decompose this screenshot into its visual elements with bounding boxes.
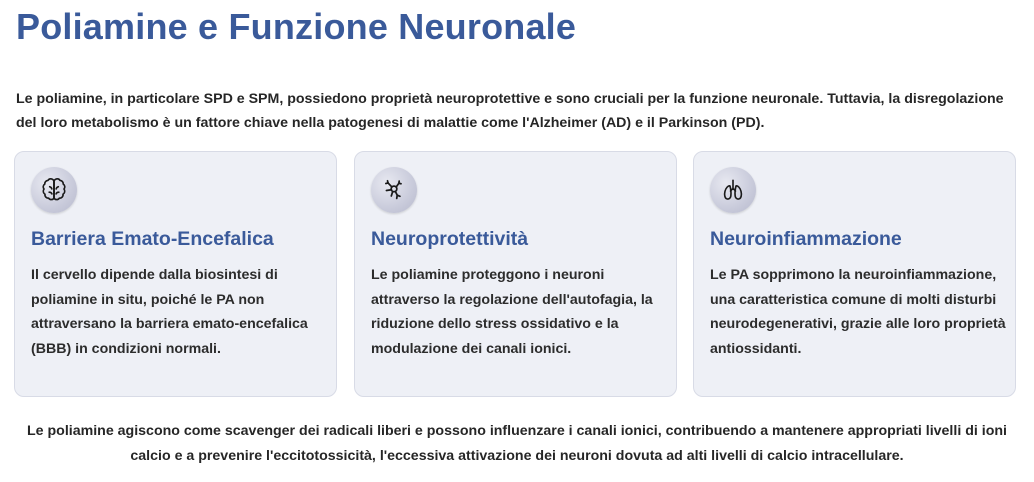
card-blood-brain-barrier [14,151,337,397]
card-title: Neuroprotettività [371,228,529,250]
card-text: Le poliamine proteggono i neuroni attraverso la regolazione dell'autofagia, la riduzione dello stress ossidativo e la modulazione dei canali ionici. [371,267,653,357]
card-title: Barriera Emato-Encefalica [31,228,274,250]
card-neuroprotection [354,151,677,397]
card-text: Il cervello dipende dalla biosintesi di poliamine in situ, poiché le PA non attraversano la barriera emato-encefalica (BBB) in condizioni normali. [31,267,308,357]
lungs-icon [710,167,756,213]
neuron-icon [371,167,417,213]
footer-paragraph: Le poliamine agiscono come scavenger dei radicali liberi e possono influenzare i canali ionici, contribuendo a mantenere appropriati livelli di ioni calcio e a prevenire l'eccitotossicità, l'eccessiva attivazione dei neuroni dovuta ad alti livelli di calcio intracellulare. [27,423,1007,464]
intro-paragraph: Le poliamine, in particolare SPD e SPM, possiedono proprietà neuroprotettive e sono cruciali per la funzione neuronale. Tuttavia, la disregolazione del loro metabolismo è un fattore chiave nella patogenesi di malattie come l'Alzheimer (AD) e il Parkinson (PD). [16,91,1004,131]
cards-container [14,151,1018,399]
page-title: Poliamine e Funzione Neuronale [16,6,577,47]
card-title: Neuroinfiammazione [710,228,902,250]
card-text: Le PA sopprimono la neuroinfiammazione, una caratteristica comune di molti disturbi neurodegenerativi, grazie alle loro proprietà antiossidanti. [710,267,1006,357]
card-neuroinflammation [693,151,1016,397]
brain-icon [31,167,77,213]
